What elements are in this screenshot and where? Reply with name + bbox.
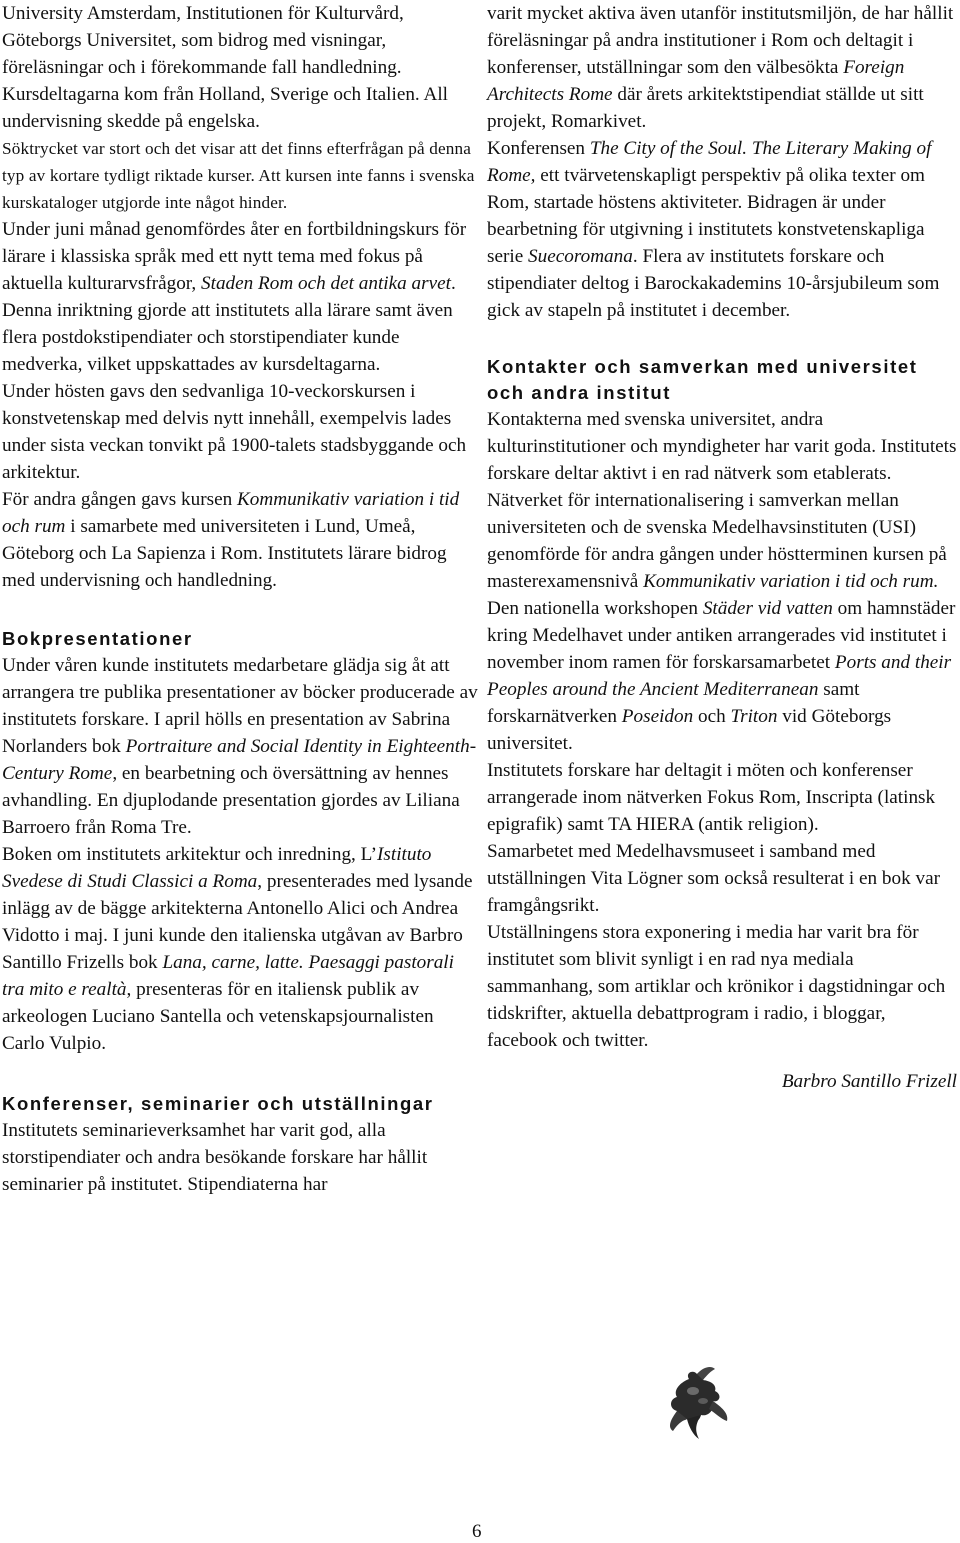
paragraph-architecture-book: Boken om institutets arkitektur och inredning, L’Istituto Svedese di Studi Classici a Roma, presenterades med lysande inlägg av de bägge arkitekterna Antonello Alici och Andrea Vidotto i maj. I juni kunde den italienska utgåvan av Barbro Santillo Frizells bok Lana, carne, latte. Paesaggi pastorali tra mito e realtà, presenteras för en italiensk publik av arkeologen Luciano Santella och vetenskapsjournalisten Carlo Vulpio. <box>2 844 473 1054</box>
paragraph-media: Utställningens stora exponering i media har varit bra för institutet som blivit synligt i en rad nya mediala sammanhang, som artiklar och krönikor i dagstidningar och tidskrifter, aktuella debattprogram i radio, i bloggar, facebook och twitter. <box>487 922 946 1051</box>
bronze-figurine-icon <box>659 1365 737 1445</box>
paragraph-seminars: Institutets seminarieverksamhet har varit god, alla storstipendiater och andra besökande forskare har hållit seminarier på institutet. Stipendiaterna har <box>2 1120 428 1195</box>
page-number: 6 <box>472 1521 482 1542</box>
left-column <box>2 0 480 1198</box>
paragraph-june-course: Under juni månad genomfördes åter en fortbildningskurs för lärare i klassiska språk med ett nytt tema med fokus på aktuella kulturarvsfrågor, Staden Rom och det antika arvet. Denna inriktning gjorde att institutets alla lärare samt även flera postdokstipendiater och storstipendiater kunde medverka, vilket uppskattades av kursdeltagarna. <box>2 219 467 375</box>
author-signature: Barbro Santillo Frizell <box>781 1071 957 1092</box>
heading-bokpresentationer: Bokpresentationer <box>2 628 193 649</box>
paragraph-conference: Konferensen The City of the Soul. The Literary Making of Rome, ett tvärvetenskapligt perspektiv på olika texter om Rom, startade höstens aktiviteter. Bidragen är under bearbetning för utgivning i institutets konstvetenskapliga serie Suecoromana. Flera av institutets forskare och stipendiater deltog i Barockakademins 10-årsjubileum som gick av stapeln på institutet i december. <box>487 138 940 321</box>
paragraph-activities: varit mycket aktiva även utanför institutsmiljön, de har hållit föreläsningar på andra institutioner i Rom och deltagit i konferenser, utställningar som den välbesökta Foreign Architects Rome där årets arkitektstipendiat ställde ut sitt projekt, Romarkivet. <box>487 3 954 132</box>
paragraph-second-course: För andra gången gavs kursen Kommunikativ variation i tid och rum i samarbete med universiteten i Lund, Umeå, Göteborg och La Sapienza i Rom. Institutets lärare bidrog med undervisning och handledning. <box>2 489 460 591</box>
paragraph-demand: Söktrycket var stort och det visar att det finns efterfrågan på denna typ av kortare tydligt riktade kurser. Att kursen inte fanns i svenska kurskataloger utgjorde inte något hinder. <box>2 139 475 212</box>
right-column <box>487 0 957 1095</box>
heading-kontakter: Kontakter och samverkan med universitet och andra institut <box>487 356 918 403</box>
paragraph-book-presentations: Under våren kunde institutets medarbetare glädja sig åt att arrangera tre publika presentationer av böcker producerade av institutets forskare. I april hölls en presentation av Sabrina Norlanders bok Portraiture and Social Identity in Eighteenth-Century Rome, en bearbetning och översättning av hennes avhandling. En djuplodande presentation gjordes av Liliana Barroero från Roma Tre. <box>2 655 478 838</box>
paragraph-networks: Institutets forskare har deltagit i möten och konferenser arrangerade inom nätverken Fokus Rom, Inscripta (latinsk epigrafik) samt TA HIERA (antik religion). <box>487 760 936 835</box>
paragraph-museum: Samarbetet med Medelhavsmuseet i samband med utställningen Vita Lögner som också resulterat i en bok var framgångsrikt. <box>487 841 941 916</box>
heading-konferenser: Konferenser, seminarier och utställningar <box>2 1093 434 1114</box>
paragraph-contacts: Kontakterna med svenska universitet, andra kulturinstitutioner och myndigheter har varit goda. Institutets forskare deltar aktivt i en rad nätverk som etablerats. Nätverket för internationalisering i samverkan mellan universiteten och de svenska Medelhavsinstituten (USI) genomförde för andra gången under höstterminen kursen på masterexamensnivå Kommunikativ variation i tid och rum. <box>487 409 957 592</box>
paragraph-autumn-course: Under hösten gavs den sedvanliga 10-veckorskursen i konstvetenskap med delvis nytt innehåll, exempelvis lades under sista veckan tonvikt på 1900-talets stadsbyggande och arkitektur. <box>2 381 467 483</box>
paragraph-course-partners: University Amsterdam, Institutionen för Kulturvård, Göteborgs Universitet, som bidrog med visningar, föreläsningar och i förekommande fall handledning. Kursdeltagarna kom från Holland, Sverige och Italien. All undervisning skedde på engelska. <box>2 3 448 132</box>
paragraph-workshop: Den nationella workshopen Städer vid vatten om hamnstäder kring Medelhavet under antiken arrangerades vid institutet i november inom ramen för forskarsamarbetet Ports and their Peoples around the Ancient Mediterranean samt forskarnätverken Poseidon och Triton vid Göteborgs universitet. <box>487 598 956 754</box>
